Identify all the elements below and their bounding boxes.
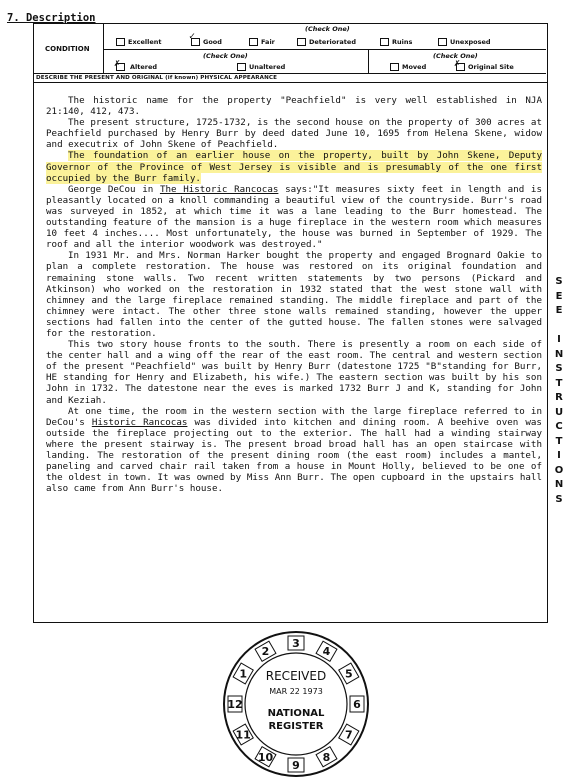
option-ruins: Ruins — [392, 38, 413, 46]
side-letter: N — [554, 479, 564, 490]
section-header: 7. Description — [7, 12, 96, 24]
check-one-top: (Check One) — [305, 25, 350, 33]
stamp-line2: REGISTER — [268, 721, 324, 732]
stamp-received: RECEIVED — [265, 669, 327, 683]
side-letter: N — [554, 348, 564, 360]
side-letter: E — [555, 305, 563, 316]
stamp-number: 7 — [344, 728, 353, 742]
option-deteriorated: Deteriorated — [309, 38, 356, 46]
paragraph-present-structure: The present structure, 1725-1732, is the second house on the property of 300 acres at Peachfield purchased by Henry Burr by deed dated June 10, 1695 from Helena Skene, widow and executrix of John Skene of Peachfield. — [46, 117, 542, 151]
paragraph-house-layout: This two story house fronts to the south. There is presently a room on each side of the center hall and a wing off the rear of the east room. The central and western section of the present "Peachfield" was built by Henry Burr (datestone 1725 "B"standing for Burr, HE standing for Henry and Elizabeth, his wife.) The eastern section was built by his son John in 1732. The datestone near the eves is marked 1732 Burr J and K, standing for John and Keziah. — [46, 339, 542, 406]
side-letter: S — [555, 493, 563, 505]
side-letter: I — [557, 450, 561, 461]
paragraph-western-room — [46, 406, 542, 495]
checkbox-deteriorated[interactable] — [297, 38, 306, 46]
describe-label: DESCRIBE THE PRESENT AND ORIGINAL (if known) PHYSICAL APPEARANCE — [36, 75, 278, 81]
side-letter: U — [554, 406, 564, 418]
checkbox-unaltered[interactable] — [237, 63, 246, 71]
side-letter: S — [555, 363, 563, 374]
side-letter: S — [555, 276, 563, 287]
side-letter: O — [554, 464, 564, 476]
received-stamp — [222, 630, 370, 778]
side-letter: T — [555, 377, 563, 389]
stamp-number: 9 — [292, 759, 300, 772]
stamp-line1: NATIONAL — [267, 708, 325, 719]
room-text: was divided into kitchen and dining room. A beehive oven was outside the fireplace projecting out to the exterior. The hall had a winding stairway where the present stairway is. The present broad broad hall has an open staircase with landing. The restoration of the present dining room (the east room) includes a mantel, paneling and carved chair rail taken from a house in Mount Holly, believed to be one of the oldest in town. It was owned by Miss Ann Burr. The open cupboard in the upstairs hall also came from Ann Burr's house. — [46, 416, 542, 495]
paragraph-historic-name: The historic name for the property "Peachfield" is very well established in NJA 21:140, 412, 473. — [46, 95, 542, 118]
checkbox-fair[interactable] — [249, 38, 258, 46]
good-checkmark-icon: ✓ — [189, 31, 196, 42]
stamp-number: 11 — [235, 728, 251, 742]
side-letter: E — [555, 290, 563, 302]
stamp-number: 8 — [322, 750, 331, 764]
stamp-number: 6 — [353, 698, 361, 711]
stamp-number: 4 — [322, 645, 331, 659]
checkbox-moved[interactable] — [390, 63, 399, 71]
paragraph-foundation — [46, 150, 542, 183]
quote-intro: George DeCou in — [68, 183, 160, 195]
option-unaltered: Unaltered — [249, 63, 286, 71]
paragraph-restoration: In 1931 Mr. and Mrs. Norman Harker bought the property and engaged Brognard Oakie to plan a complete restoration. The house was restored on its original foundation and remaining stone walls. Two recent written statements by two persons (Pickard and Atkinson) who worked on the restoration in 1932 stated that the west stone wall with chimney and the large fireplace remained standing. The middle fireplace and part of the chimney were intact. The other three stone walls remained standing, however the upper sections had fallen into the center of the gutted house. The fallen stones were salvaged for the restoration. — [46, 250, 542, 339]
side-letter: I — [557, 334, 561, 345]
option-original-site: Original Site — [468, 63, 514, 71]
room-intro: At one time, the room in the western section with the large fireplace referred to in DeCou's — [46, 405, 542, 428]
stamp-number: 12 — [227, 698, 243, 711]
side-letter — [551, 319, 567, 334]
stamp-number: 5 — [344, 667, 353, 681]
check-one-left: (Check One) — [203, 52, 248, 60]
altered-x-mark-icon: ✗ — [114, 58, 121, 69]
side-letter: C — [555, 421, 563, 432]
stamp-date: MAR 22 1973 — [269, 687, 323, 696]
book-title: The Historic Rancocas — [159, 183, 279, 195]
see-instructions-side-text — [551, 275, 567, 507]
checkbox-ruins[interactable] — [380, 38, 389, 46]
option-moved: Moved — [402, 63, 427, 71]
stamp-number: 1 — [239, 667, 248, 681]
option-fair: Fair — [261, 38, 275, 46]
condition-label: CONDITION — [45, 45, 90, 53]
quote-text: says:"It measures sixty feet in length and is pleasantly located on a knoll commanding a beautiful view of the countryside. Burr's road was surveyed in 1852, at which time it was a lane leading to the Burr homestead. The outstanding feature of the mansion is a huge fireplace in the western room which measures 10 feet 4 inches.... Most unfortunately, the house was burned in September of 1929. The roof and all the interior woodwork was destroyed." — [46, 183, 542, 251]
option-excellent: Excellent — [128, 38, 162, 46]
book-title-2: Historic Rancocas — [91, 416, 188, 428]
option-altered: Altered — [130, 63, 158, 71]
side-letter: T — [555, 435, 563, 447]
stamp-number: 3 — [292, 637, 300, 650]
stamp-number: 10 — [257, 750, 274, 764]
description-body — [46, 95, 542, 494]
option-unexposed: Unexposed — [450, 38, 491, 46]
highlighted-text: The foundation of an earlier house on the property, built by John Skene, Deputy Governor of the Province of West Jersey is visible and is presumably of the one first occupied by the Burr family. — [46, 150, 542, 184]
side-letter: R — [555, 392, 563, 403]
stamp-number: 2 — [261, 645, 270, 659]
original-site-x-mark-icon: ✗ — [454, 58, 461, 69]
condition-block — [33, 23, 546, 74]
option-good: Good — [203, 38, 222, 46]
checkbox-excellent[interactable] — [116, 38, 125, 46]
checkbox-unexposed[interactable] — [438, 38, 447, 46]
paragraph-decou-quote — [46, 184, 542, 251]
check-one-right: (Check One) — [433, 52, 478, 60]
